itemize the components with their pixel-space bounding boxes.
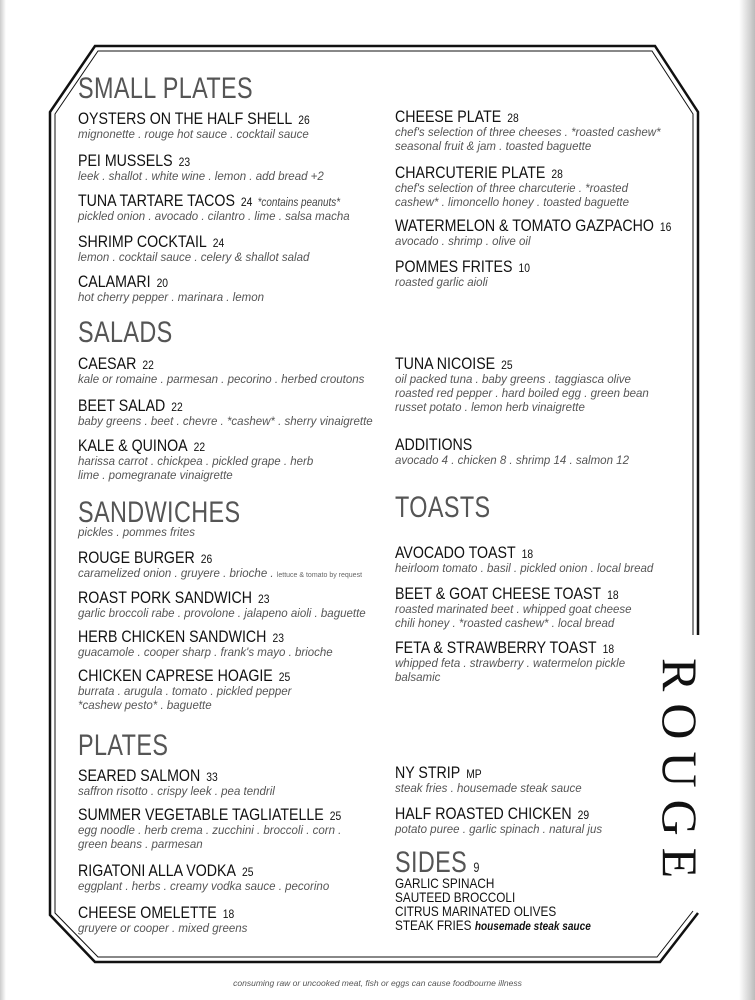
menu-item [395,355,649,415]
menu-item-title [78,549,322,567]
menu-item [78,192,383,224]
menu-item-name: HALF ROASTED CHICKEN [395,805,572,823]
menu-item-name: SUMMER VEGETABLE TAGLIATELLE [78,806,324,824]
menu-item-description [78,210,383,224]
menu-item-description-text: egg noodle . herb crema . zucchini . broccoli . corn . [78,825,342,837]
brand-logo-rouge: ROUGE [660,652,700,897]
menu-item-price: 18 [602,642,615,656]
menu-item-title [78,110,310,128]
menu-item-name: ADDITIONS [395,436,473,454]
menu-item-price: 22 [142,358,154,372]
menu-item [395,585,655,631]
menu-item-title [78,904,234,922]
section-title: PLATES [78,729,169,762]
menu-item-name: FETA & STRAWBERRY TOAST [395,639,597,657]
menu-item-name: CALAMARI [78,273,151,291]
menu-item-description [78,251,309,265]
menu-item-price: 22 [193,440,206,454]
menu-item [78,549,362,583]
menu-item-description-text: lemon . cocktail sauce . celery & shallot salad [78,252,310,264]
menu-item-title [78,667,290,685]
menu-item [78,904,260,936]
menu-item-price: 29 [577,808,590,822]
menu-item [78,273,264,305]
menu-item-name: PEI MUSSELS [78,152,173,170]
section-title: SMALL PLATES [78,72,254,105]
menu-item-description [78,922,260,936]
menu-item-description-text: steak fries . housemade steak sauce [395,783,582,795]
menu-item-price: 25 [501,358,513,372]
menu-item-description [78,699,325,713]
menu-item-title [78,437,280,455]
menu-item [395,217,716,249]
menu-item-price: 18 [222,907,235,921]
menu-item [78,667,325,713]
menu-item-description-text: eggplant . herbs . creamy vodka sauce . pecorino [78,881,330,893]
menu-item-description [395,387,649,401]
menu-item [78,397,373,429]
menu-item-description [395,782,582,796]
menu-item-name: POMMES FRITES [395,258,513,276]
menu-item-title [78,397,331,415]
side-name: SAUTEED BROCCOLI [395,889,516,905]
menu-item-description [78,838,384,852]
menu-item-title [78,806,341,824]
menu-item-description [78,291,264,305]
menu-item-description [78,685,325,699]
menu-item-title [395,639,614,657]
menu-item-price: 16 [659,220,672,234]
menu-item-title [395,805,589,823]
menu-item-name: BEET SALAD [78,397,166,415]
menu-item-price: 22 [171,400,183,414]
menu-item [395,639,650,685]
menu-item-name: SEARED SALMON [78,767,201,785]
side-name: GARLIC SPINACH [395,875,495,891]
menu-item-description-text: chef's selection of three cheeses . *roasted cashew* [395,127,661,139]
menu-item-price: 26 [298,113,310,127]
menu-item-description-text: avocado 4 . chicken 8 . shrimp 14 . salmon 12 [395,455,629,467]
menu-item-title [78,233,277,251]
menu-item-name: OYSTERS ON THE HALF SHELL [78,110,293,128]
menu-item-description [78,824,384,838]
menu-item [78,767,275,799]
menu-item-description-text: whipped feta . strawberry . watermelon pickle [395,658,626,670]
menu-item-title [395,258,530,276]
menu-item-description-text: hot cherry pepper . marinara . lemon [78,292,265,304]
menu-item-name: BEET & GOAT CHEESE TOAST [395,585,602,603]
menu-item-description [78,785,275,799]
side-item [395,904,556,918]
menu-item-name: AVOCADO TOAST [395,544,516,562]
menu-item [78,628,333,660]
menu-item-name: RIGATONI ALLA VODKA [78,862,236,880]
menu-item-description-text: chef's selection of three charcuterie . *roasted [395,183,628,195]
menu-item-description-text: green beans . parmesan [78,839,203,851]
menu-item [78,589,366,621]
side-name: STEAK FRIES [395,917,472,933]
section-heading-toasts [395,493,491,523]
menu-item-description-text: roasted garlic aioli [395,277,488,289]
side-item [395,890,515,904]
menu-item-description-text: baby greens . beet . chevre . *cashew* . sherry vinaigrette [78,416,373,428]
menu-item [395,108,661,154]
menu-item-title [395,108,623,126]
menu-item-name: CHICKEN CAPRESE HOAGIE [78,667,273,685]
menu-item [78,806,384,852]
menu-item-description-text: mignonette . rouge hot sauce . cocktail sauce [78,129,309,141]
menu-item-description [78,646,333,660]
menu-item [395,436,629,468]
menu-item-description [395,235,716,249]
menu-item [78,862,329,894]
menu-item-title [395,436,596,454]
menu-item-price: 24 [240,195,253,209]
menu-item-title [78,862,294,880]
section-heading-sandwiches [78,498,241,528]
section-title: SIDES [395,846,468,879]
menu-item-price: 10 [518,261,530,275]
menu-item-description-text: gruyere or cooper . mixed greens [78,923,248,935]
menu-item-description [395,276,552,290]
menu-item-price: 25 [242,865,254,879]
menu-item-title [78,273,238,291]
menu-item-description [395,126,661,140]
menu-item-name: ROUGE BURGER [78,549,195,567]
menu-item-price: 23 [258,592,270,606]
menu-item [395,164,629,210]
menu-item-description [395,401,649,415]
menu-item [395,805,621,837]
menu-item-title [78,628,297,646]
menu-item-description [78,373,364,387]
menu-item [395,544,653,576]
menu-item-description [395,657,650,671]
menu-item-title [78,767,247,785]
menu-item-description-text: garlic broccoli rabe . provolone . jalapeno aioli . baguette [78,608,366,620]
menu-item-description [395,182,629,196]
menu-item-description [395,617,655,631]
menu-item-description [78,415,373,429]
side-item [395,918,591,933]
menu-item-price: 25 [329,809,342,823]
menu-item-description-text: balsamic [395,672,441,684]
menu-item-description [78,128,347,142]
menu-item-description [395,603,655,617]
section-subtitle: pickles . pommes frites [78,527,195,539]
footer-disclaimer: consuming raw or uncooked meat, fish or eggs can cause foodbourne illness [233,978,522,988]
section-price: 9 [473,859,480,875]
menu-item [395,258,552,290]
menu-item-description [395,373,649,387]
menu-item-price: 24 [212,236,225,250]
menu-item-description-text: lime . pomegranate vinaigrette [78,470,233,482]
menu-item-name: ROAST PORK SANDWICH [78,589,252,607]
menu-item-description-text: oil packed tuna . baby greens . taggiasca olive [395,374,631,386]
menu-item [78,233,309,265]
menu-item-description-text: cashew* . limoncello honey . toasted baguette [395,197,629,209]
menu-item-description-text: chili honey . *roasted cashew* . local bread [395,618,615,630]
menu-item-note: *contains peanuts* [257,197,341,209]
menu-item-name: CHARCUTERIE PLATE [395,164,546,182]
menu-item-title [395,544,617,562]
menu-item-title [395,217,671,235]
menu-item-description-text: roasted marinated beet . whipped goat cheese [395,604,632,616]
menu-item-name: NY STRIP [395,764,461,782]
section-heading-small-plates [78,74,253,104]
menu-item-description [78,469,313,483]
menu-item-description-text: caramelized onion . gruyere . brioche . [78,568,277,580]
menu-item-name: CHEESE OMELETTE [78,904,217,922]
menu-item-title [78,192,340,210]
menu-item-title [78,589,325,607]
menu-item-fine-print: lettuce & tomato by request [276,572,363,579]
menu-item-price: 28 [551,167,563,181]
menu-item-description [395,562,653,576]
menu-item-description-text: potato puree . garlic spinach . natural jus [395,824,603,836]
menu-item-name: TUNA NICOISE [395,355,496,373]
menu-item-price: 18 [607,588,619,602]
menu-item-description [395,671,650,685]
menu-item-description [78,170,324,184]
side-note: housemade steak sauce [474,919,591,933]
menu-item-price: 23 [272,631,284,645]
menu-item-title [395,355,613,373]
menu-item-description-text: guacamole . cooper sharp . frank's mayo . brioche [78,647,333,659]
menu-item-name: CAESAR [78,355,137,373]
menu-item-price: 26 [200,552,213,566]
section-title: TOASTS [395,491,491,524]
side-name: CITRUS MARINATED OLIVES [395,903,557,919]
section-heading-salads [78,318,173,348]
menu-item-description [78,880,329,894]
menu-item [78,355,364,387]
menu-item-description-text: burrata . arugula . tomato . pickled pepper [78,686,292,698]
menu-item-description-text: pickled onion . avocado . cilantro . lime . salsa macha [78,211,350,223]
menu-item-description [395,196,629,210]
menu-item-price: 18 [521,547,534,561]
menu-item-price: 20 [156,276,169,290]
menu-item-description-text: avocado . shrimp . olive oil [395,236,531,248]
menu-item-description-text: seasonal fruit & jam . toasted baguette [395,141,592,153]
section-title: SANDWICHES [78,496,241,529]
menu-item-title [78,152,289,170]
side-item [395,876,494,890]
menu-item [78,152,324,184]
menu-item-description-text: leek . shallot . white wine . lemon . add bread +2 [78,171,324,183]
menu-item-name: SHRIMP COCKTAIL [78,233,207,251]
menu-item-description [78,455,313,469]
menu-item-price: MP [466,767,482,781]
menu-item-title [395,585,619,603]
menu-item-description-text: heirloom tomato . basil . pickled onion . local bread [395,563,654,575]
menu-item-description [395,454,629,468]
menu-item-description-text: harissa carrot . chickpea . pickled grape . herb [78,456,314,468]
menu-item-description [395,140,661,154]
menu-item-name: CHEESE PLATE [395,108,502,126]
menu-item-title [395,164,596,182]
menu-item-description [78,567,362,583]
menu-item-description [395,823,621,837]
menu-item-description-text: roasted red pepper . hard boiled egg . green bean [395,388,649,400]
menu-item-description [78,607,366,621]
menu-item-name: TUNA TARTARE TACOS [78,192,235,210]
menu-item-description-text: russet potato . lemon herb vinaigrette [395,402,585,414]
menu-item-name: WATERMELON & TOMATO GAZPACHO [395,217,654,235]
menu-item-description-text: *cashew pesto* . baguette [78,700,212,712]
menu-item [78,437,313,483]
menu-item-name: HERB CHICKEN SANDWICH [78,628,267,646]
menu-item-description-text: saffron risotto . crispy leek . pea tendril [78,786,275,798]
menu-item [395,764,582,796]
menu-item-description-text: kale or romaine . parmesan . pecorino . herbed croutons [78,374,365,386]
menu-item-title [395,764,556,782]
menu-item [78,110,347,142]
menu-item-price: 25 [278,670,291,684]
menu-item-price: 28 [507,111,519,125]
menu-item-price: 33 [206,770,218,784]
menu-item-price: 23 [178,155,191,169]
menu-item-title [78,355,324,373]
section-title: SALADS [78,316,173,349]
section-heading-plates [78,731,168,761]
menu-item-name: KALE & QUINOA [78,437,188,455]
